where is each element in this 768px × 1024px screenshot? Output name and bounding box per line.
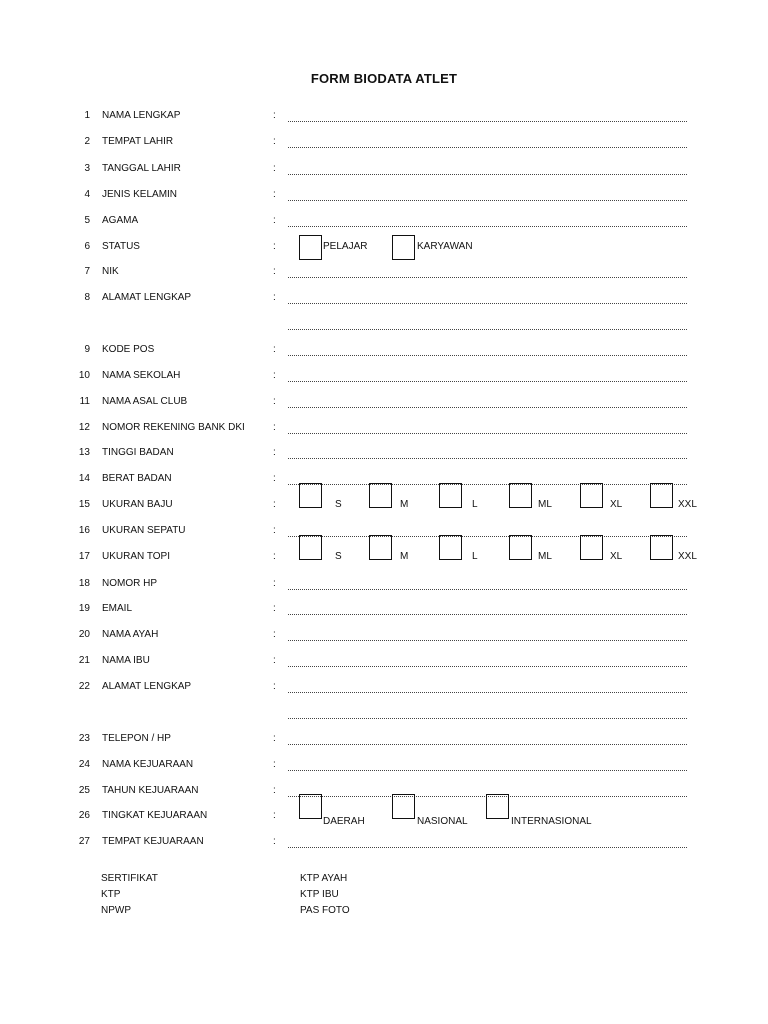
form-row [0, 134, 768, 154]
colon: : [273, 292, 276, 303]
form-row [0, 394, 768, 414]
colon: : [273, 189, 276, 200]
option-label: L [472, 551, 478, 562]
input-line[interactable] [288, 640, 687, 641]
colon: : [273, 578, 276, 589]
checkbox[interactable] [650, 483, 673, 508]
row-number: 1 [84, 110, 90, 121]
form-row [0, 627, 768, 647]
form-row [0, 783, 768, 803]
option-label: ML [538, 551, 552, 562]
form-row-continuation [0, 316, 768, 336]
field-label: NAMA SEKOLAH [102, 370, 181, 381]
field-label: BERAT BADAN [102, 473, 172, 484]
form-row [0, 445, 768, 465]
checkbox[interactable] [299, 794, 322, 819]
field-label: UKURAN SEPATU [102, 525, 186, 536]
colon: : [273, 759, 276, 770]
field-label: KODE POS [102, 344, 155, 355]
input-line[interactable] [288, 718, 687, 719]
colon: : [273, 473, 276, 484]
option-label: ML [538, 499, 552, 510]
colon: : [273, 215, 276, 226]
option-label: M [400, 499, 409, 510]
option-label: PELAJAR [323, 241, 368, 252]
row-number: 6 [84, 241, 90, 252]
colon: : [273, 681, 276, 692]
option-label: XXL [678, 499, 697, 510]
input-line[interactable] [288, 536, 687, 537]
input-line[interactable] [288, 847, 687, 848]
input-line[interactable] [288, 484, 687, 485]
colon: : [273, 525, 276, 536]
colon: : [273, 136, 276, 147]
option-label: S [335, 499, 342, 510]
input-line[interactable] [288, 355, 687, 356]
input-line[interactable] [288, 147, 687, 148]
field-label: NIK [102, 266, 119, 277]
row-number: 10 [78, 370, 90, 381]
field-label: NAMA KEJUARAAN [102, 759, 194, 770]
input-line[interactable] [288, 226, 687, 227]
input-line[interactable] [288, 121, 687, 122]
checkbox[interactable] [439, 535, 462, 560]
option-label: XL [610, 551, 623, 562]
row-number: 4 [84, 189, 90, 200]
form-row [0, 239, 768, 259]
checkbox[interactable] [369, 483, 392, 508]
input-line[interactable] [288, 407, 687, 408]
field-label: UKURAN TOPI [102, 551, 170, 562]
field-label: AGAMA [102, 215, 139, 226]
checkbox[interactable] [299, 235, 322, 260]
row-number: 7 [84, 266, 90, 277]
row-number: 21 [78, 655, 90, 666]
attachment-item: KTP IBU [300, 889, 339, 900]
colon: : [273, 785, 276, 796]
checkbox[interactable] [650, 535, 673, 560]
field-label: STATUS [102, 241, 140, 252]
attachment-item: KTP AYAH [300, 873, 348, 884]
option-label: M [400, 551, 409, 562]
field-label: NOMOR HP [102, 578, 157, 589]
field-label: ALAMAT LENGKAP [102, 292, 192, 303]
colon: : [273, 344, 276, 355]
option-label: DAERAH [323, 816, 365, 827]
row-number: 26 [78, 810, 90, 821]
form-row [0, 576, 768, 596]
checkbox[interactable] [299, 535, 322, 560]
field-label: TAHUN KEJUARAAN [102, 785, 199, 796]
form-row [0, 161, 768, 181]
form-row [0, 420, 768, 440]
input-line[interactable] [288, 666, 687, 667]
field-label: UKURAN BAJU [102, 499, 173, 510]
row-number: 2 [84, 136, 90, 147]
form-row [0, 601, 768, 621]
row-number: 22 [78, 681, 90, 692]
field-label: NAMA LENGKAP [102, 110, 181, 121]
form-title: FORM BIODATA ATLET [310, 71, 458, 86]
row-number: 9 [84, 344, 90, 355]
form-row [0, 290, 768, 310]
form-row [0, 213, 768, 233]
colon: : [273, 422, 276, 433]
attachment-item: NPWP [101, 905, 131, 916]
form-row [0, 342, 768, 362]
checkbox[interactable] [509, 483, 532, 508]
field-label: ALAMAT LENGKAP [102, 681, 192, 692]
input-line[interactable] [288, 614, 687, 615]
field-label: NAMA ASAL CLUB [102, 396, 188, 407]
row-number: 3 [84, 163, 90, 174]
option-label: XL [610, 499, 623, 510]
input-line[interactable] [288, 381, 687, 382]
row-number: 20 [78, 629, 90, 640]
checkbox[interactable] [369, 535, 392, 560]
form-row-continuation [0, 705, 768, 725]
row-number: 5 [84, 215, 90, 226]
input-line[interactable] [288, 174, 687, 175]
form-row [0, 368, 768, 388]
input-line[interactable] [288, 329, 687, 330]
checkbox[interactable] [439, 483, 462, 508]
row-number: 14 [78, 473, 90, 484]
field-label: EMAIL [102, 603, 133, 614]
form-row [0, 731, 768, 751]
input-line[interactable] [288, 277, 687, 278]
form-row [0, 497, 768, 517]
row-number: 27 [78, 836, 90, 847]
field-label: TANGGAL LAHIR [102, 163, 181, 174]
row-number: 13 [78, 447, 90, 458]
row-number: 15 [78, 499, 90, 510]
colon: : [273, 499, 276, 510]
input-line[interactable] [288, 692, 687, 693]
colon: : [273, 163, 276, 174]
colon: : [273, 733, 276, 744]
form-row [0, 264, 768, 284]
row-number: 11 [79, 396, 90, 407]
checkbox[interactable] [392, 235, 415, 260]
attachment-item: KTP [101, 889, 121, 900]
row-number: 25 [78, 785, 90, 796]
attachment-item: PAS FOTO [300, 905, 350, 916]
field-label: TINGGI BADAN [102, 447, 174, 458]
option-label: INTERNASIONAL [511, 816, 592, 827]
row-number: 18 [78, 578, 90, 589]
colon: : [273, 655, 276, 666]
field-label: NAMA IBU [102, 655, 150, 666]
colon: : [273, 396, 276, 407]
colon: : [273, 447, 276, 458]
form-row [0, 679, 768, 699]
checkbox[interactable] [509, 535, 532, 560]
checkbox[interactable] [486, 794, 509, 819]
form-row [0, 187, 768, 207]
option-label: KARYAWAN [417, 241, 473, 252]
option-label: S [335, 551, 342, 562]
row-number: 12 [78, 422, 90, 433]
option-label: XXL [678, 551, 697, 562]
colon: : [273, 551, 276, 562]
option-label: L [472, 499, 478, 510]
checkbox[interactable] [392, 794, 415, 819]
row-number: 8 [84, 292, 90, 303]
colon: : [273, 836, 276, 847]
form-row [0, 108, 768, 128]
colon: : [273, 266, 276, 277]
input-line[interactable] [288, 303, 687, 304]
field-label: NOMOR REKENING BANK DKI [102, 422, 245, 433]
attachment-item: SERTIFIKAT [101, 873, 158, 884]
colon: : [273, 110, 276, 121]
field-label: TINGKAT KEJUARAAN [102, 810, 208, 821]
colon: : [273, 629, 276, 640]
form-row [0, 757, 768, 777]
input-line[interactable] [288, 770, 687, 771]
field-label: TELEPON / HP [102, 733, 171, 744]
option-label: NASIONAL [417, 816, 468, 827]
form-row [0, 808, 768, 828]
form-row [0, 653, 768, 673]
checkbox[interactable] [580, 535, 603, 560]
colon: : [273, 370, 276, 381]
field-label: JENIS KELAMIN [102, 189, 178, 200]
colon: : [273, 810, 276, 821]
field-label: NAMA AYAH [102, 629, 159, 640]
input-line[interactable] [288, 744, 687, 745]
row-number: 24 [78, 759, 90, 770]
input-line[interactable] [288, 458, 687, 459]
row-number: 16 [78, 525, 90, 536]
colon: : [273, 603, 276, 614]
form-row [0, 834, 768, 854]
checkbox[interactable] [299, 483, 322, 508]
input-line[interactable] [288, 433, 687, 434]
field-label: TEMPAT LAHIR [102, 136, 174, 147]
input-line[interactable] [288, 589, 687, 590]
row-number: 17 [78, 551, 90, 562]
form-row [0, 549, 768, 569]
row-number: 23 [78, 733, 90, 744]
row-number: 19 [78, 603, 90, 614]
colon: : [273, 241, 276, 252]
input-line[interactable] [288, 200, 687, 201]
field-label: TEMPAT KEJUARAAN [102, 836, 204, 847]
checkbox[interactable] [580, 483, 603, 508]
